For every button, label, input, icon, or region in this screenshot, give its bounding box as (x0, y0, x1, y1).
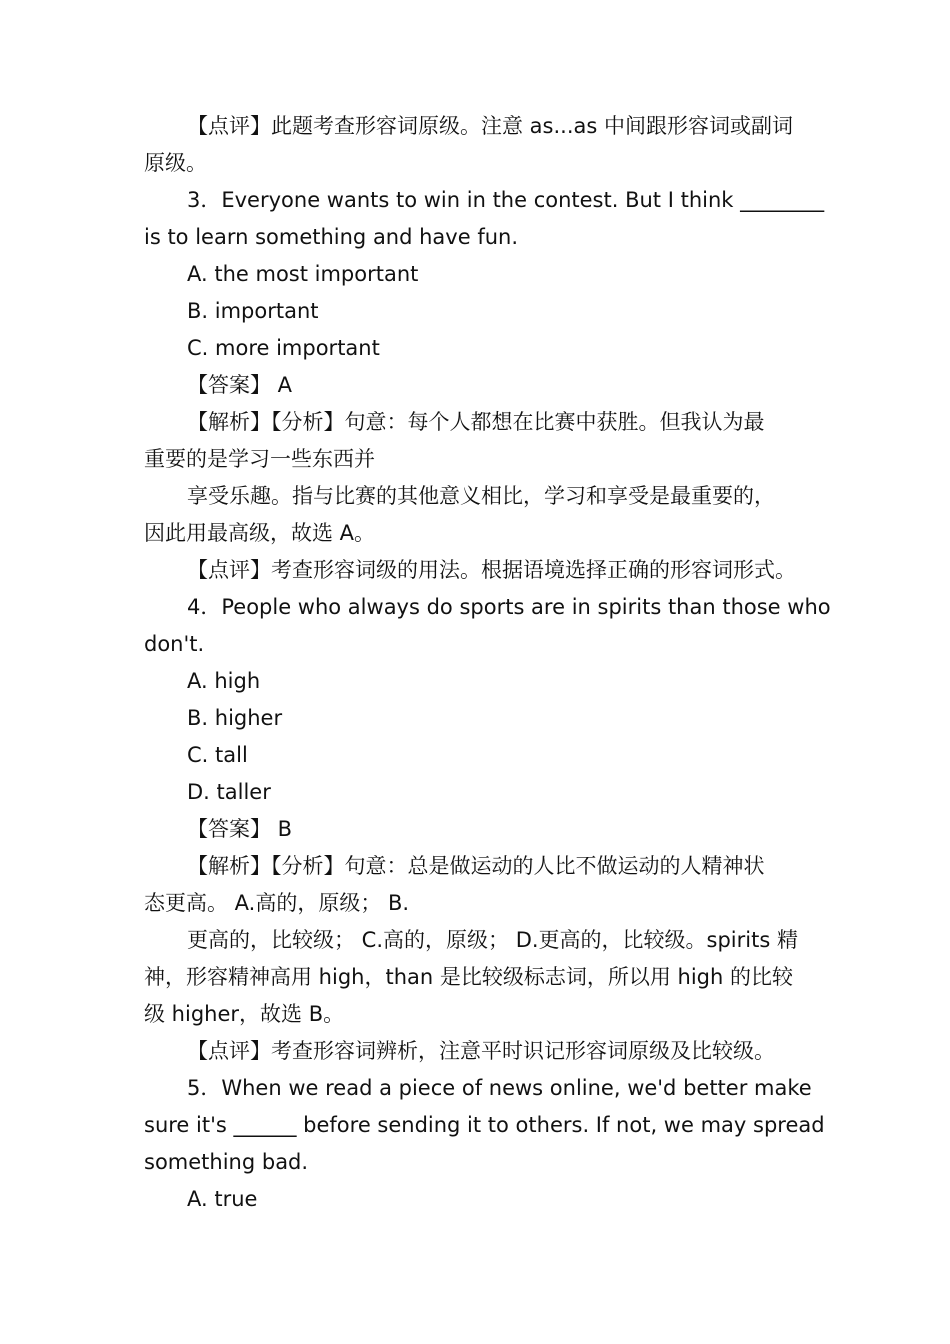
text-line: sure it's ______ before sending it to others. If not, we may spread (144, 1113, 825, 1137)
text-line: is to learn something and have fun. (144, 225, 519, 249)
question-3-stem: 3．Everyone wants to win in the contest. But I think ________ (187, 188, 825, 212)
text-line: 神，形容精神高用 high，than 是比较级标志词，所以用 high 的比较 (144, 965, 793, 989)
text-body (144, 108, 831, 1218)
text-line: 重要的是学习一些东西并 (144, 447, 375, 471)
question-5-stem: 5．When we read a piece of news online, we'd better make (187, 1076, 812, 1100)
answer-line: 【答案】 B (187, 817, 293, 841)
text-line: don't. (144, 632, 205, 656)
analysis-line: 【解析】【分析】句意：总是做运动的人比不做运动的人精神状 (187, 854, 765, 878)
text-line: 原级。 (144, 151, 207, 175)
option-a: A. true (187, 1187, 258, 1211)
option-c: C. more important (187, 336, 380, 360)
option-a: A. the most important (187, 262, 419, 286)
text-line: something bad. (144, 1150, 309, 1174)
text-line: 【点评】此题考查形容词原级。注意 as...as 中间跟形容词或副词 (187, 114, 793, 138)
option-d: D. taller (187, 780, 271, 804)
analysis-line: 【解析】【分析】句意：每个人都想在比赛中获胜。但我认为最 (187, 410, 765, 434)
text-line: 享受乐趣。指与比赛的其他意义相比，学习和享受是最重要的， (187, 484, 775, 508)
option-b: B. important (187, 299, 319, 323)
option-a: A. high (187, 669, 261, 693)
option-b: B. higher (187, 706, 283, 730)
text-line: 因此用最高级，故选 A。 (144, 521, 376, 545)
question-4-stem: 4．People who always do sports are in spirits than those who (187, 595, 831, 619)
option-c: C. tall (187, 743, 248, 767)
answer-line: 【答案】 A (187, 373, 293, 397)
text-line: 级 higher，故选 B。 (144, 1002, 345, 1026)
text-line: 态更高。 A.高的，原级； B. (144, 891, 410, 915)
text-line: 更高的，比较级； C.高的，原级； D.更高的，比较级。spirits 精 (187, 928, 798, 952)
comment-line: 【点评】考查形容词辨析，注意平时识记形容词原级及比较级。 (187, 1039, 775, 1063)
comment-line: 【点评】考查形容词级的用法。根据语境选择正确的形容词形式。 (187, 558, 796, 582)
